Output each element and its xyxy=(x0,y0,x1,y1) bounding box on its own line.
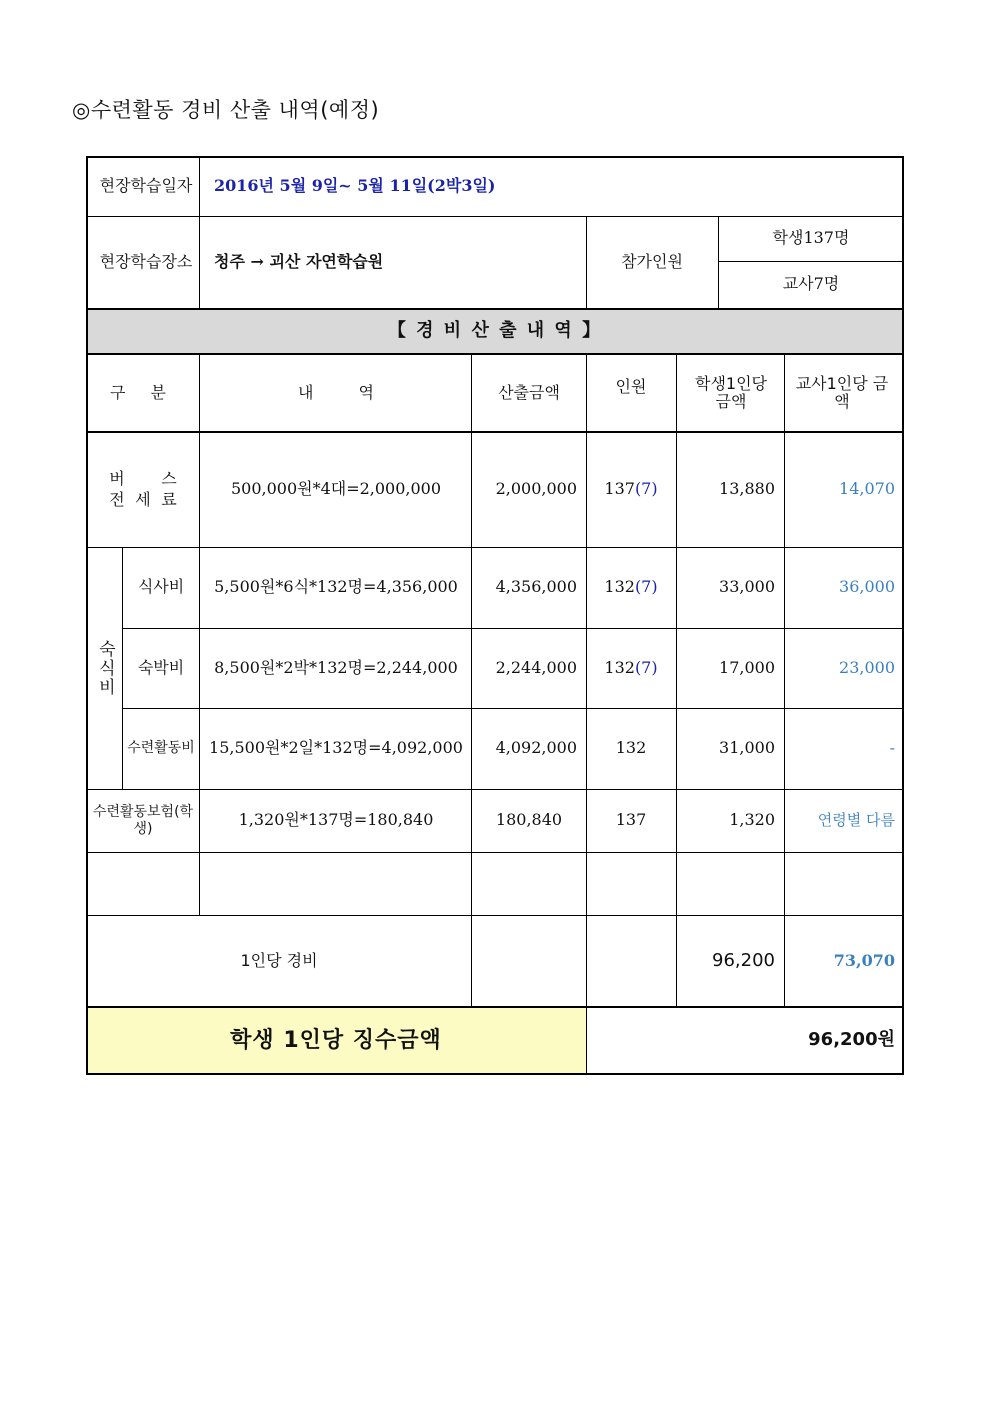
col-header-people: 인원 xyxy=(615,376,647,396)
activity-people: 132 xyxy=(615,738,647,758)
divider xyxy=(86,852,904,853)
divider xyxy=(784,354,785,1007)
meals-people: 132 (7) xyxy=(604,577,658,597)
divider xyxy=(586,354,587,1073)
divider xyxy=(86,915,904,916)
divider xyxy=(676,354,677,1007)
place-value: 청주 → 괴산 자연학습원 xyxy=(214,251,384,271)
divider xyxy=(86,547,904,548)
divider xyxy=(122,628,904,629)
section-header: 【 경 비 산 출 내 역 】 xyxy=(387,319,603,341)
page-title: ◎수련활동 경비 산출 내역(예정) xyxy=(72,98,380,122)
activity-per-teacher: - xyxy=(889,738,895,758)
bus-category xyxy=(86,432,200,547)
activity-amount: 4,092,000 xyxy=(495,738,577,758)
divider xyxy=(586,216,587,308)
footer-value: 96,200원 xyxy=(808,1029,895,1051)
insurance-category: 수련활동보험(학생) xyxy=(92,804,194,837)
divider xyxy=(718,261,904,262)
bus-category-label: 버 스 전 세 료 xyxy=(109,469,177,509)
stay-per-teacher: 23,000 xyxy=(839,657,895,677)
divider xyxy=(471,354,472,1007)
divider xyxy=(718,216,719,308)
col-header-amount: 산출금액 xyxy=(498,382,560,402)
border-left xyxy=(86,156,88,1075)
bus-amount: 2,000,000 xyxy=(495,479,577,499)
insurance-detail: 1,320원*137명=180,840 xyxy=(238,810,434,830)
per-person-teacher: 73,070 xyxy=(833,950,895,970)
stay-category: 숙박비 xyxy=(137,657,185,677)
bus-detail: 500,000원*4대=2,000,000 xyxy=(230,479,442,499)
divider xyxy=(86,431,904,433)
divider xyxy=(86,1006,904,1008)
divider xyxy=(86,789,904,790)
stay-per-student: 17,000 xyxy=(719,657,775,677)
date-value: 2016년 5월 9일~ 5월 11일(2박3일) xyxy=(214,175,496,195)
per-person-student: 96,200 xyxy=(712,949,775,971)
divider xyxy=(86,308,904,310)
activity-category: 수련활동비 xyxy=(127,740,195,757)
meals-per-student: 33,000 xyxy=(719,577,775,597)
insurance-amount: 180,840 xyxy=(495,810,563,830)
lodging-group-label: 숙식비 xyxy=(94,639,115,697)
divider xyxy=(86,216,904,217)
teachers-count: 교사7명 xyxy=(782,274,840,294)
per-person-label: 1인당 경비 xyxy=(240,950,318,970)
col-header-category: 구 분 xyxy=(110,382,176,402)
stay-amount: 2,244,000 xyxy=(495,657,577,677)
meals-detail: 5,500원*6식*132명=4,356,000 xyxy=(214,577,458,597)
meals-category: 식사비 xyxy=(137,577,185,597)
meals-amount: 4,356,000 xyxy=(495,577,577,597)
activity-detail: 15,500원*2일*132명=4,092,000 xyxy=(209,738,463,758)
divider xyxy=(86,353,904,355)
border-top xyxy=(86,156,904,158)
date-label: 현장학습일자 xyxy=(99,175,193,195)
insurance-per-student: 1,320 xyxy=(729,810,775,830)
expense-table xyxy=(86,156,904,1076)
footer-label: 학생 1인당 징수금액 xyxy=(230,1027,442,1053)
participants-label: 참가인원 xyxy=(621,251,683,271)
col-header-per-student: 학생1인당 금액 xyxy=(694,373,767,411)
meals-per-teacher: 36,000 xyxy=(839,577,895,597)
border-right xyxy=(902,156,904,1075)
divider xyxy=(199,354,200,915)
insurance-per-teacher: 연령별 다름 xyxy=(817,810,895,829)
divider xyxy=(122,547,123,789)
insurance-people: 137 xyxy=(615,810,647,830)
divider xyxy=(199,156,200,308)
col-header-per-teacher: 교사1인당 금액 xyxy=(795,373,889,411)
bus-per-student: 13,880 xyxy=(719,479,775,499)
divider xyxy=(122,708,904,709)
bus-per-teacher: 14,070 xyxy=(839,479,895,499)
activity-per-student: 31,000 xyxy=(719,738,775,758)
students-count: 학생137명 xyxy=(772,228,850,248)
place-label: 현장학습장소 xyxy=(99,251,193,271)
col-header-detail: 내 역 xyxy=(298,382,374,402)
bus-people: 137 (7) xyxy=(604,479,658,499)
stay-detail: 8,500원*2박*132명=2,244,000 xyxy=(214,657,458,677)
border-bottom xyxy=(86,1073,904,1075)
stay-people: 132 (7) xyxy=(604,657,658,677)
